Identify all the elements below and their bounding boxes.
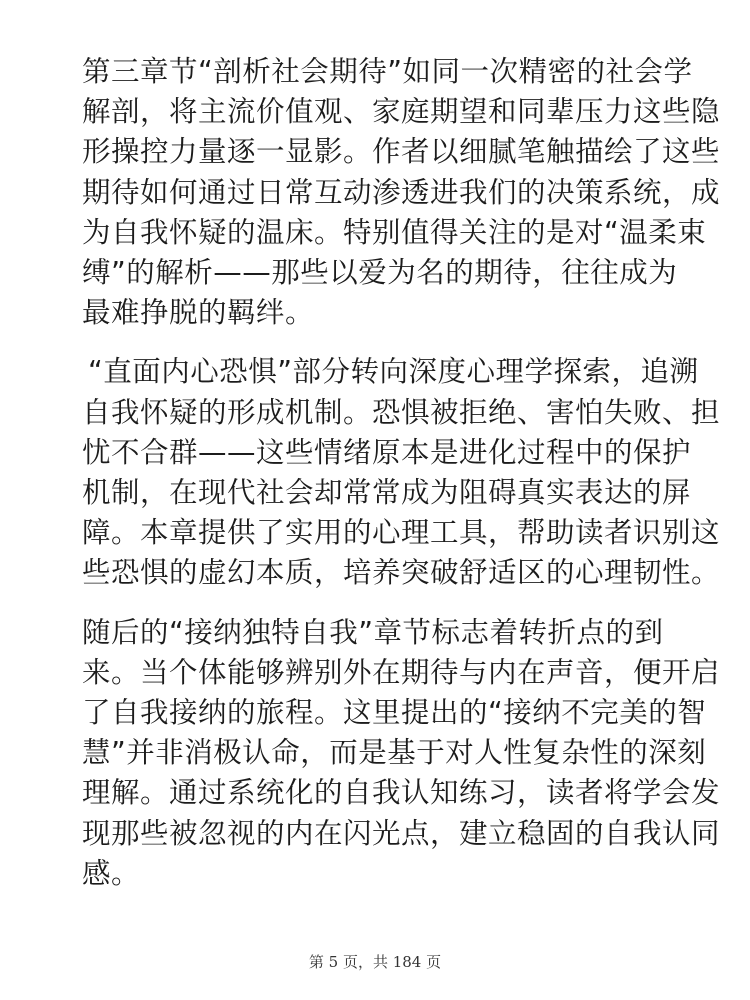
- text-line: 忧不合群——这些情绪原本是进化过程中的保护: [82, 435, 692, 469]
- text-line: 了自我接纳的旅程。这里提出的“接纳不完美的智: [82, 696, 707, 730]
- text-line: 期待如何通过日常互动渗透进我们的决策系统，成: [82, 175, 721, 209]
- text-line: “直面内心恐惧”部分转向深度心理学探索，追溯: [88, 355, 699, 389]
- text-line: 机制，在现代社会却常常成为阻碍真实表达的屏: [82, 476, 692, 510]
- text-line: 慧”并非消极认命，而是基于对人性复杂性的深刻: [82, 736, 707, 770]
- text-line: 缚”的解析——那些以爱为名的期待，往往成为: [82, 256, 678, 290]
- paragraph-inner-fears: [82, 352, 721, 593]
- text-line: 现那些被忽视的内在闪光点，建立稳固的自我认同: [82, 816, 721, 850]
- text-line: 感。: [82, 856, 141, 890]
- text-line: 来。当个体能够辨别外在期待与内在声音，便开启: [82, 655, 721, 689]
- text-line: 解剖，将主流价值观、家庭期望和同辈压力这些隐: [82, 95, 721, 129]
- paragraph-social-expectations: [82, 52, 721, 333]
- text-line: 最难挣脱的羁绊。: [82, 296, 315, 330]
- text-line: 为自我怀疑的温床。特别值得关注的是对“温柔束: [82, 215, 707, 249]
- page-number-footer: 第 5 页，共 184 页: [308, 953, 442, 971]
- text-line: 理解。通过系统化的自我认知练习，读者将学会发: [82, 776, 721, 810]
- text-line: 障。本章提供了实用的心理工具，帮助读者识别这: [82, 516, 721, 550]
- text-line: 些恐惧的虚幻本质，培养突破舒适区的心理韧性。: [82, 556, 721, 590]
- text-line: 形操控力量逐一显影。作者以细腻笔触描绘了这些: [82, 135, 721, 169]
- body-text: [82, 52, 721, 913]
- text-line: 自我怀疑的形成机制。恐惧被拒绝、害怕失败、担: [82, 395, 721, 429]
- paragraph-self-acceptance: [82, 613, 721, 894]
- text-line: 随后的“接纳独特自我”章节标志着转折点的到: [82, 615, 664, 649]
- text-line: 第三章节“剖析社会期待”如同一次精密的社会学: [82, 55, 693, 88]
